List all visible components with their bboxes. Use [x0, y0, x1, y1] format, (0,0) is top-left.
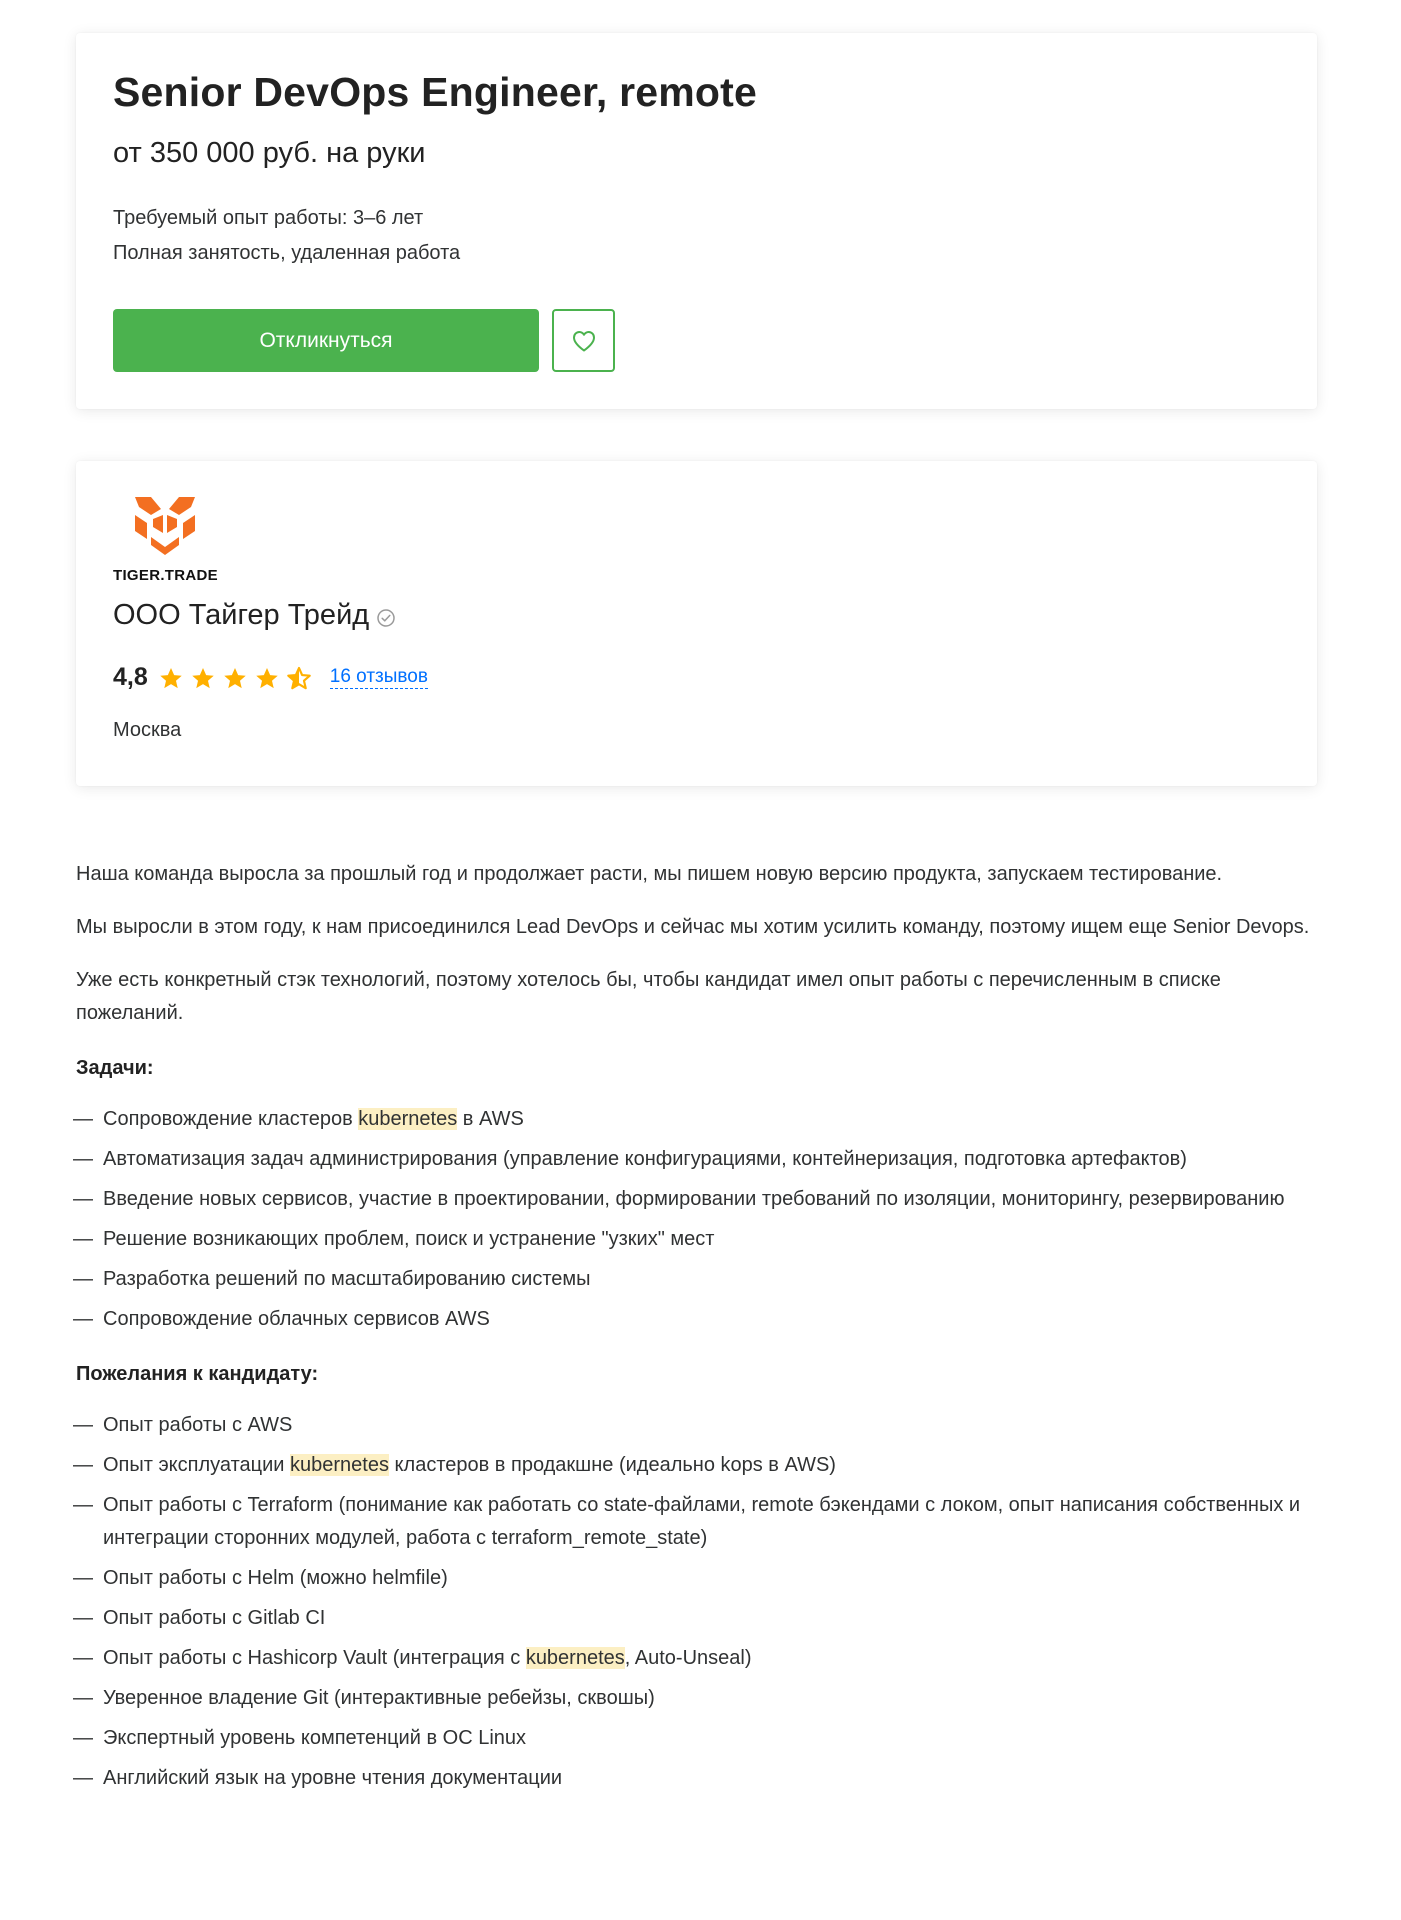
- list-item-text: Решение возникающих проблем, поиск и устранение "узких" мест: [103, 1228, 715, 1250]
- list-item-text: Введение новых сервисов, участие в проектировании, формировании требований по изоляции, мониторингу, резервированию: [103, 1188, 1285, 1210]
- star-filled-icon: [190, 665, 216, 691]
- list-item-text: Экспертный уровень компетенций в ОС Linux: [103, 1727, 527, 1749]
- rating-value: 4,8: [113, 663, 148, 691]
- list-item: [73, 1489, 1326, 1555]
- list-item: [73, 1143, 1326, 1176]
- list-item-text: Опыт работы с Helm (можно helmfile): [103, 1567, 448, 1589]
- list-item-text: Сопровождение облачных сервисов AWS: [103, 1308, 490, 1330]
- list-item: [73, 1762, 1326, 1795]
- list-item: [73, 1303, 1326, 1336]
- tasks-list: [73, 1103, 1326, 1336]
- list-item-text: Опыт работы с Gitlab CI: [103, 1607, 326, 1629]
- favorite-button[interactable]: [552, 309, 615, 372]
- list-dash: —: [73, 1108, 93, 1130]
- list-dash: —: [73, 1454, 93, 1476]
- list-item-text: Опыт работы с Hashicorp Vault (интеграция с: [103, 1647, 526, 1669]
- list-dash: —: [73, 1607, 93, 1629]
- list-item: [73, 1602, 1326, 1635]
- list-dash: —: [73, 1767, 93, 1789]
- list-item-text: Уверенное владение Git (интерактивные ребейзы, сквошы): [103, 1687, 655, 1709]
- list-item: [73, 1642, 1326, 1675]
- list-item: [73, 1682, 1326, 1715]
- company-name-row: [113, 599, 396, 632]
- search-highlight: kubernetes: [290, 1454, 389, 1476]
- tasks-heading: Задачи:: [76, 1057, 154, 1079]
- star-half-icon: [286, 665, 312, 691]
- list-item-text: Английский язык на уровне чтения документации: [103, 1767, 563, 1789]
- vacancy-experience: Требуемый опыт работы: 3–6 лет: [113, 207, 424, 229]
- star-filled-icon: [222, 665, 248, 691]
- vacancy-salary: от 350 000 руб. на руки: [113, 137, 426, 169]
- list-item-text: кластеров в продакшне (идеально kops в AWS): [389, 1454, 836, 1476]
- rating-row: [113, 663, 428, 692]
- logo-text: TIGER.TRADE: [113, 567, 218, 584]
- list-dash: —: [73, 1268, 93, 1290]
- search-highlight: kubernetes: [358, 1108, 458, 1130]
- company-card: [76, 461, 1317, 786]
- company-logo[interactable]: [113, 493, 223, 585]
- list-item: [73, 1562, 1326, 1595]
- list-item-text: Опыт работы с Terraform (понимание как работать со state-файлами, remote бэкендами с локом, опыт написания собственных и интеграции сторонних модулей, работа с terraform_remote_state): [103, 1494, 1301, 1549]
- list-item: [73, 1183, 1326, 1216]
- reviews-link[interactable]: 16 отзывов: [329, 666, 428, 687]
- rating-stars: [158, 665, 318, 691]
- check-circle-icon: [376, 608, 396, 628]
- list-dash: —: [73, 1414, 93, 1436]
- list-dash: —: [73, 1687, 93, 1709]
- list-item: [73, 1722, 1326, 1755]
- list-item: [73, 1223, 1326, 1256]
- list-item: [73, 1103, 1326, 1136]
- search-highlight: kubernetes: [525, 1647, 625, 1669]
- star-filled-icon: [158, 665, 184, 691]
- list-item-text: , Auto-Unseal): [624, 1647, 752, 1669]
- list-item-text: Разработка решений по масштабированию системы: [103, 1268, 591, 1290]
- list-item-text: в AWS: [457, 1108, 524, 1130]
- list-dash: —: [73, 1647, 93, 1669]
- list-dash: —: [73, 1494, 93, 1516]
- wishes-heading: Пожелания к кандидату:: [76, 1363, 319, 1385]
- list-item-text: Сопровождение кластеров: [103, 1108, 359, 1130]
- list-dash: —: [73, 1228, 93, 1250]
- vacancy-card: [76, 33, 1317, 409]
- heart-icon: [572, 330, 596, 352]
- tiger-logo-icon: [131, 493, 199, 557]
- list-item-text: Опыт эксплуатации: [103, 1454, 291, 1476]
- list-dash: —: [73, 1188, 93, 1210]
- list-item-text: Автоматизация задач администрирования (управление конфигурациями, контейнеризация, подготовка артефактов): [103, 1148, 1187, 1170]
- list-dash: —: [73, 1308, 93, 1330]
- list-item: [73, 1263, 1326, 1296]
- apply-button[interactable]: Откликнуться: [113, 309, 539, 372]
- list-item: [73, 1449, 1326, 1482]
- list-dash: —: [73, 1727, 93, 1749]
- vacancy-title: Senior DevOps Engineer, remote: [113, 69, 757, 115]
- company-name-link[interactable]: ООО Тайгер Трейд: [113, 599, 370, 631]
- description-paragraph: Наша команда выросла за прошлый год и продолжает расти, мы пишем новую версию продукта, запускаем тестирование.: [76, 863, 1223, 885]
- vacancy-employment: Полная занятость, удаленная работа: [113, 242, 461, 264]
- list-item-text: Опыт работы с AWS: [103, 1414, 293, 1436]
- list-dash: —: [73, 1148, 93, 1170]
- description-paragraph: Мы выросли в этом году, к нам присоединился Lead DevOps и сейчас мы хотим усилить команду, поэтому ищем еще Senior Devops.: [76, 916, 1310, 938]
- star-filled-icon: [254, 665, 280, 691]
- list-dash: —: [73, 1567, 93, 1589]
- wishes-list: [73, 1409, 1326, 1795]
- description-paragraph: Уже есть конкретный стэк технологий, поэтому хотелось бы, чтобы кандидат имел опыт работы с перечисленным в списке пожеланий.: [76, 969, 1221, 1024]
- list-item: [73, 1409, 1326, 1442]
- vacancy-description: [73, 858, 1326, 1817]
- company-city: Москва: [113, 719, 182, 741]
